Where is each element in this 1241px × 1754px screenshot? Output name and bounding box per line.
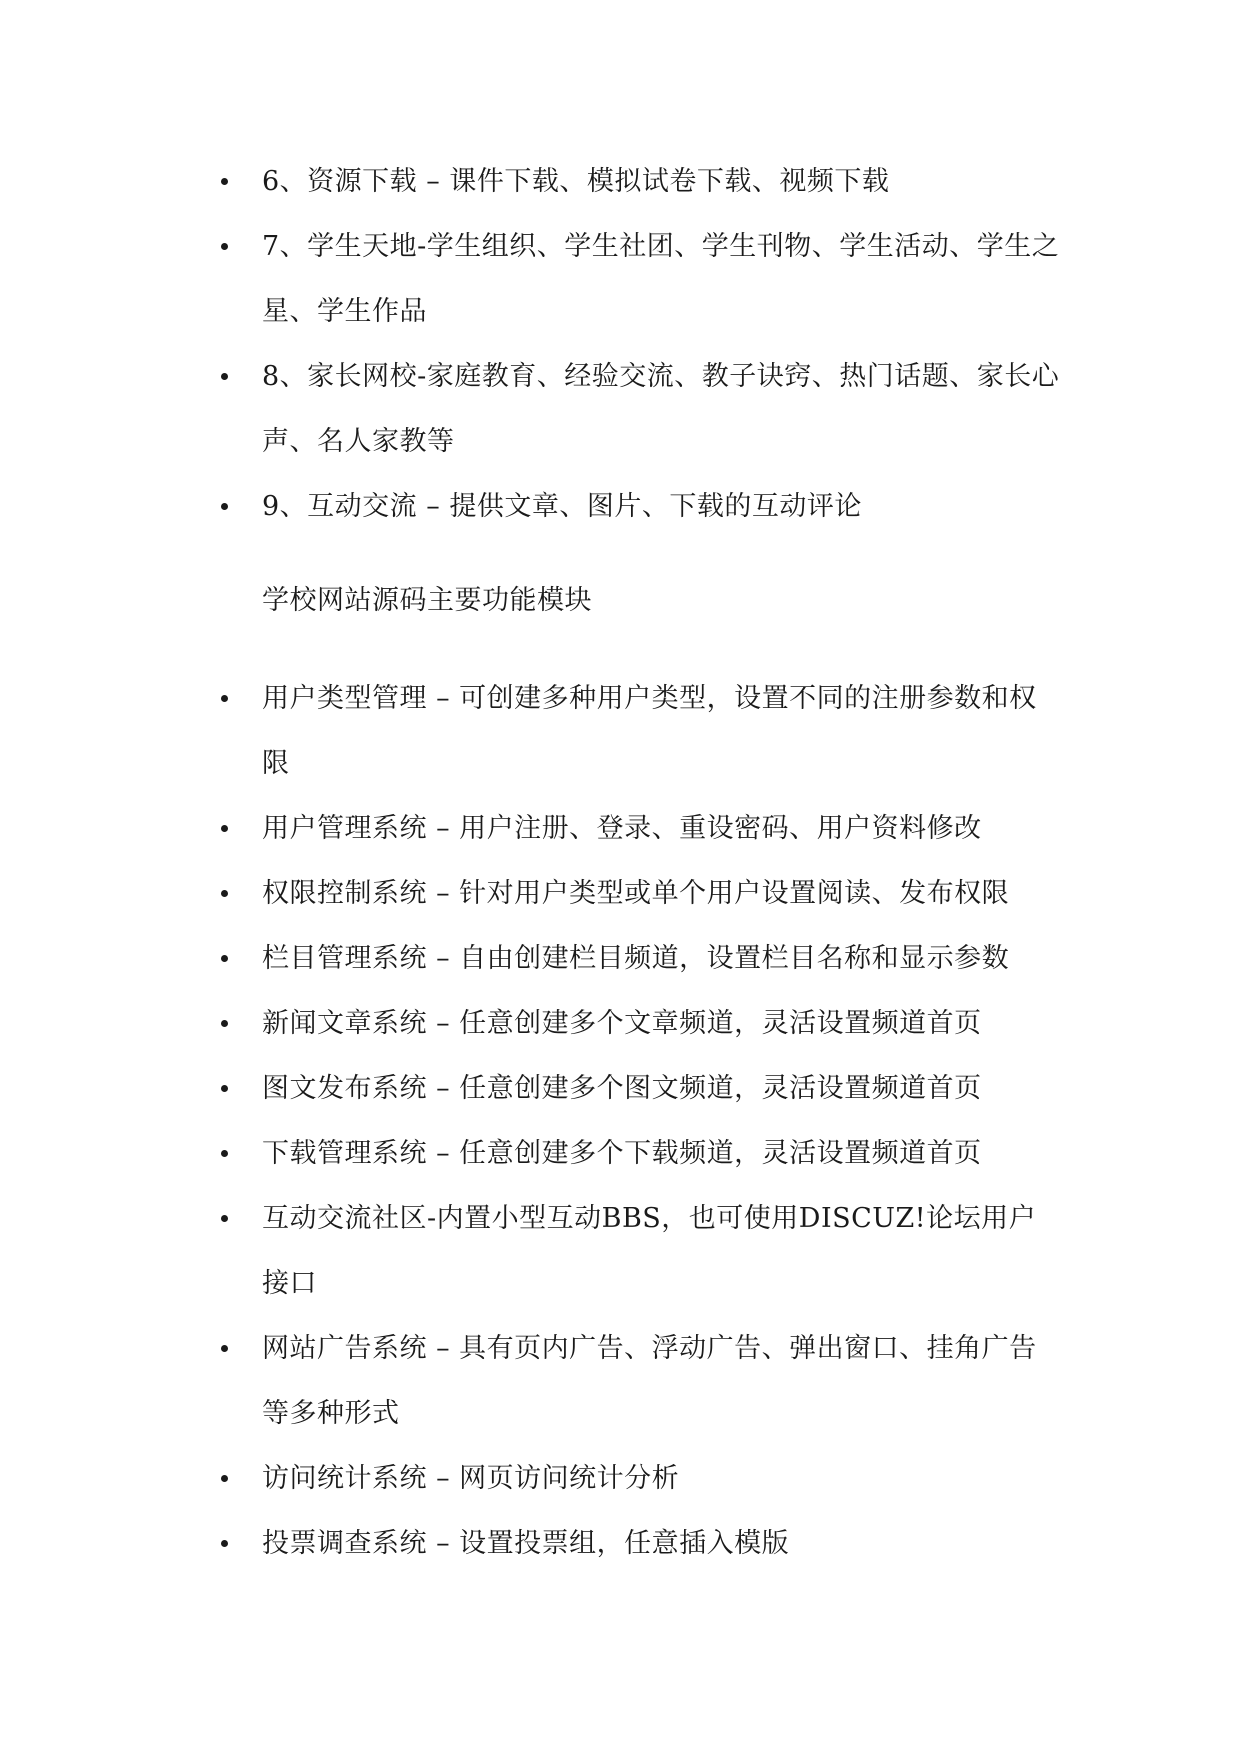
bullet-icon: [221, 1540, 228, 1547]
list-item: [0, 1316, 1062, 1446]
list-item-text: 9、互动交流 – 提供文章、图片、下载的互动评论: [262, 491, 862, 522]
list-item-text: 访问统计系统 – 网页访问统计分析: [262, 1463, 680, 1494]
list-item-text: 8、家长网校-家庭教育、经验交流、教子诀窍、热门话题、家长心声、名人家教等: [262, 361, 1060, 457]
list-item-text: 图文发布系统 – 任意创建多个图文频道，灵活设置频道首页: [262, 1073, 982, 1104]
bullet-icon: [221, 1215, 228, 1222]
list-item: [0, 1186, 1062, 1316]
bullet-icon: [221, 955, 228, 962]
list-item: [0, 861, 1062, 926]
bullet-icon: [221, 178, 228, 185]
list-item-text: 用户管理系统 – 用户注册、登录、重设密码、用户资料修改: [262, 813, 982, 844]
bullet-icon: [221, 1150, 228, 1157]
list-item: [0, 149, 1062, 214]
bullet-icon: [221, 373, 228, 380]
bullet-icon: [221, 503, 228, 510]
list-item: [0, 474, 1062, 539]
list-item-text: 权限控制系统 – 针对用户类型或单个用户设置阅读、发布权限: [262, 878, 1010, 909]
module-list: [0, 666, 1241, 1576]
section-heading: 学校网站源码主要功能模块: [262, 585, 592, 616]
list-item: [0, 344, 1062, 474]
list-item-text: 互动交流社区-内置小型互动BBS，也可使用DISCUZ!论坛用户接口: [262, 1203, 1037, 1299]
bullet-icon: [221, 243, 228, 250]
list-item: [0, 1056, 1062, 1121]
list-item: [0, 666, 1062, 796]
list-item-text: 6、资源下载 – 课件下载、模拟试卷下载、视频下载: [262, 166, 890, 197]
bullet-icon: [221, 695, 228, 702]
list-item-text: 栏目管理系统 – 自由创建栏目频道，设置栏目名称和显示参数: [262, 943, 1010, 974]
list-item: [0, 991, 1062, 1056]
bullet-icon: [221, 1085, 228, 1092]
list-item-text: 新闻文章系统 – 任意创建多个文章频道，灵活设置频道首页: [262, 1008, 982, 1039]
bullet-icon: [221, 1475, 228, 1482]
bullet-icon: [221, 1020, 228, 1027]
list-item-text: 投票调查系统 – 设置投票组，任意插入模版: [262, 1528, 790, 1559]
list-item-text: 用户类型管理 – 可创建多种用户类型，设置不同的注册参数和权限: [262, 683, 1037, 779]
list-item: [0, 1511, 1062, 1576]
list-item-text: 网站广告系统 – 具有页内广告、浮动广告、弹出窗口、挂角广告等多种形式: [262, 1333, 1037, 1429]
list-item-text: 7、学生天地-学生组织、学生社团、学生刊物、学生活动、学生之星、学生作品: [262, 231, 1060, 327]
list-item: [0, 214, 1062, 344]
list-item: [0, 796, 1062, 861]
bullet-icon: [221, 825, 228, 832]
list-item: [0, 1446, 1062, 1511]
bullet-icon: [221, 1345, 228, 1352]
list-item-text: 下载管理系统 – 任意创建多个下载频道，灵活设置频道首页: [262, 1138, 982, 1169]
feature-list-continued: [0, 149, 1241, 539]
bullet-icon: [221, 890, 228, 897]
list-item: [0, 1121, 1062, 1186]
list-item: [0, 926, 1062, 991]
